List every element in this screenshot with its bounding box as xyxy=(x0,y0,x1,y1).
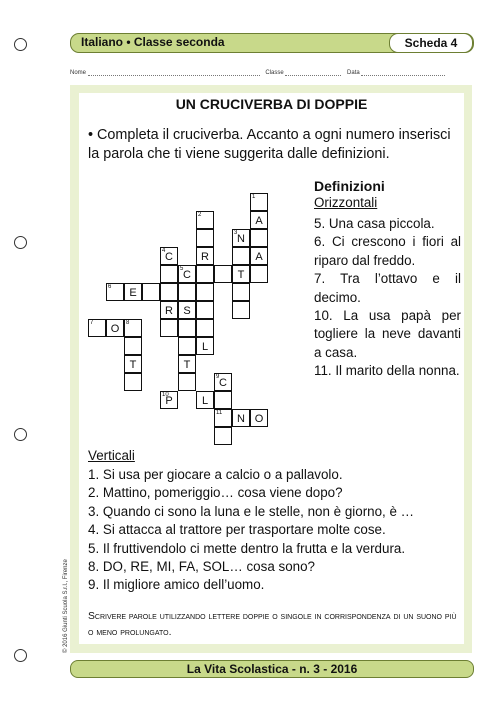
cell-number: 6 xyxy=(108,284,112,290)
cell-number: 11 xyxy=(216,410,223,416)
crossword-cell[interactable] xyxy=(250,229,268,247)
cell-letter: O xyxy=(254,413,264,425)
cell-number: 2 xyxy=(198,212,202,218)
clue-down-2: 2. Mattino, pomeriggio… cosa viene dopo? xyxy=(88,485,343,501)
cell-number: 4 xyxy=(162,248,166,254)
crossword-cell[interactable] xyxy=(196,391,214,409)
cell-letter: C xyxy=(183,269,191,281)
binder-hole-3 xyxy=(14,428,27,441)
verticali-list xyxy=(88,466,463,595)
cell-number: 1 xyxy=(252,194,256,200)
crossword-cell[interactable] xyxy=(88,319,106,337)
crossword-cell[interactable] xyxy=(178,337,196,355)
cell-number: 8 xyxy=(126,320,130,326)
orizzontali-heading: Orizzontali xyxy=(314,195,378,210)
clue-down-3: 3. Quando ci sono la luna e le stelle, non è giorno, è … xyxy=(88,503,415,519)
classe-line[interactable] xyxy=(285,69,341,76)
crossword-cell[interactable] xyxy=(196,211,214,229)
crossword-cell[interactable] xyxy=(196,337,214,355)
crossword-cell[interactable] xyxy=(160,283,178,301)
crossword-cell[interactable] xyxy=(196,247,214,265)
crossword-cell[interactable] xyxy=(250,265,268,283)
footer-bar: La Vita Scolastica - n. 3 - 2016 xyxy=(70,660,474,678)
crossword-cell[interactable] xyxy=(232,301,250,319)
crossword-cell[interactable] xyxy=(160,319,178,337)
crossword-cell[interactable] xyxy=(196,229,214,247)
crossword-cell[interactable] xyxy=(232,409,250,427)
cell-letter: P xyxy=(165,395,173,407)
crossword-cell[interactable] xyxy=(214,265,232,283)
crossword-cell[interactable] xyxy=(124,355,142,373)
crossword-cell[interactable] xyxy=(124,373,142,391)
clue-across-6: 6. Ci crescono i fiori al riparo dal freddo. xyxy=(314,234,461,268)
clue-across-10: 10. La usa papà per togliere la neve davanti a casa. xyxy=(314,308,461,360)
crossword-cell[interactable] xyxy=(160,247,178,265)
cell-letter: R xyxy=(165,305,173,317)
crossword-cell[interactable] xyxy=(232,283,250,301)
crossword-cell[interactable] xyxy=(214,409,232,427)
crossword-cell[interactable] xyxy=(196,283,214,301)
clue-across-5: 5. Una casa piccola. xyxy=(314,216,435,231)
definitions-heading: Definizioni xyxy=(314,178,385,194)
cell-letter: T xyxy=(237,269,245,281)
crossword-cell[interactable] xyxy=(196,265,214,283)
crossword-cell[interactable] xyxy=(178,265,196,283)
cell-letter: N xyxy=(237,413,245,425)
crossword-cell[interactable] xyxy=(196,319,214,337)
verticali-heading: Verticali xyxy=(88,448,135,463)
cell-number: 10 xyxy=(162,392,169,398)
cell-letter: L xyxy=(201,395,209,407)
clue-down-9: 9. Il migliore amico dell’uomo. xyxy=(88,577,265,593)
crossword-cell[interactable] xyxy=(106,319,124,337)
cell-number: 5 xyxy=(180,266,184,272)
crossword-cell[interactable] xyxy=(178,373,196,391)
cell-letter: L xyxy=(201,341,209,353)
crossword-cell[interactable] xyxy=(178,319,196,337)
crossword-cell[interactable] xyxy=(250,247,268,265)
clue-down-8: 8. DO, RE, MI, FA, SOL… cosa sono? xyxy=(88,559,315,575)
student-fields xyxy=(70,69,472,76)
clue-down-5: 5. Il fruttivendolo ci mette dentro la frutta e la verdura. xyxy=(88,540,406,556)
cell-letter: C xyxy=(165,251,173,263)
nome-line[interactable] xyxy=(88,69,260,76)
crossword-cell[interactable] xyxy=(160,391,178,409)
crossword-cell[interactable] xyxy=(232,265,250,283)
header-title: Italiano • Classe seconda xyxy=(81,35,225,49)
cell-letter: T xyxy=(183,359,191,371)
cell-letter: E xyxy=(129,287,137,299)
crossword-cell[interactable] xyxy=(142,283,160,301)
crossword-cell[interactable] xyxy=(178,301,196,319)
crossword-cell[interactable] xyxy=(124,337,142,355)
copyright: © 2016 Giunti Scuola S.r.l., Firenze xyxy=(63,559,69,653)
spelling-note: Scrivere parole utilizzando lettere doppie o singole in corrispondenza di un suono più o meno prolungato. xyxy=(88,611,457,638)
clue-down-1: 1. Si usa per giocare a calcio o a pallavolo. xyxy=(88,467,343,482)
cell-letter: A xyxy=(255,215,263,227)
crossword-cell[interactable] xyxy=(124,319,142,337)
data-line[interactable] xyxy=(361,69,445,76)
crossword-cell[interactable] xyxy=(214,373,232,391)
cell-letter: R xyxy=(201,251,209,263)
crossword-cell[interactable] xyxy=(178,283,196,301)
clue-down-4: 4. Si attacca al trattore per trasportare molte cose. xyxy=(88,522,386,538)
classe-label: Classe xyxy=(265,70,284,76)
instructions: • Completa il cruciverba. Accanto a ogni numero inserisci la parola che ti viene suggerita dalle definizioni. xyxy=(88,127,451,162)
scheda-badge: Scheda 4 xyxy=(389,33,473,53)
binder-hole-1 xyxy=(14,38,27,51)
cell-letter: N xyxy=(237,233,245,245)
crossword-cell[interactable] xyxy=(160,301,178,319)
clue-across-11: 11. Il marito della nonna. xyxy=(314,363,460,379)
crossword-cell[interactable] xyxy=(160,265,178,283)
cell-number: 9 xyxy=(216,374,220,380)
cell-letter: C xyxy=(219,377,227,389)
page-title: UN CRUCIVERBA DI DOPPIE xyxy=(175,96,368,112)
cell-number: 7 xyxy=(90,320,94,326)
crossword-cell[interactable] xyxy=(250,193,268,211)
clue-across-7: 7. Tra l’ottavo e il decimo. xyxy=(314,271,461,305)
data-label: Data xyxy=(347,70,360,76)
orizzontali-list xyxy=(314,215,461,381)
crossword-cell[interactable] xyxy=(196,301,214,319)
crossword-cell[interactable] xyxy=(178,355,196,373)
crossword-cell[interactable] xyxy=(214,427,232,445)
binder-hole-2 xyxy=(14,236,27,249)
crossword-cell[interactable] xyxy=(250,211,268,229)
header-bar xyxy=(70,33,474,53)
cell-letter: S xyxy=(183,305,191,317)
crossword-cell[interactable] xyxy=(106,283,124,301)
crossword-cell[interactable] xyxy=(214,391,232,409)
crossword-cell[interactable] xyxy=(124,283,142,301)
nome-label: Nome xyxy=(70,70,87,76)
cell-letter: T xyxy=(129,359,137,371)
cell-letter: O xyxy=(110,323,120,335)
crossword-cell[interactable] xyxy=(232,229,250,247)
crossword-cell[interactable] xyxy=(250,409,268,427)
cell-number: 3 xyxy=(234,230,238,236)
cell-letter: A xyxy=(255,251,263,263)
crossword-cell[interactable] xyxy=(232,247,250,265)
binder-hole-4 xyxy=(14,649,27,662)
